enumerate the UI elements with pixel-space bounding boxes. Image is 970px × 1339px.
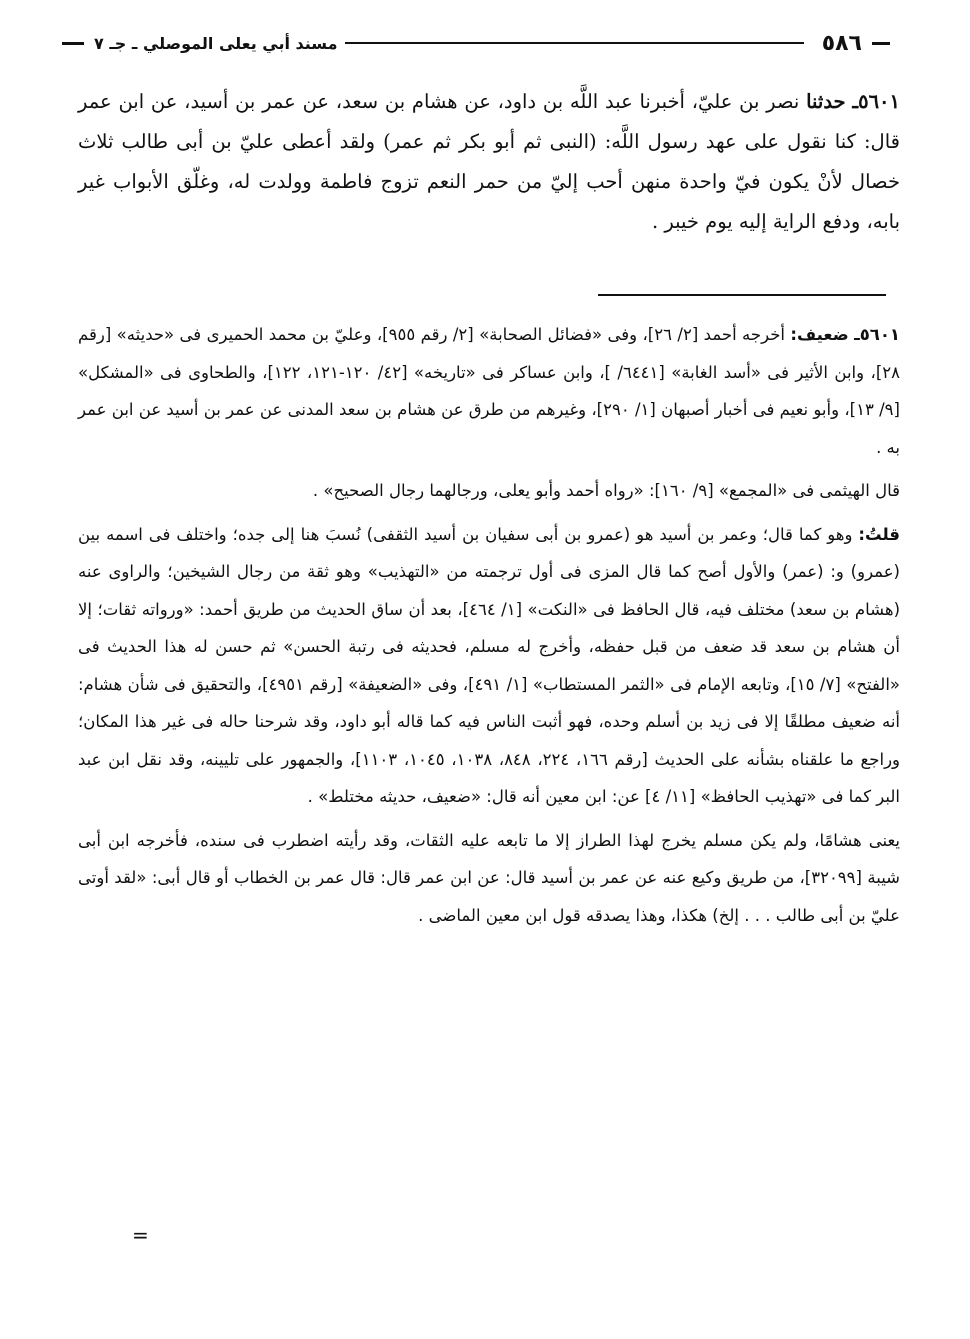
hadith-number: ٥٦٠١ـ xyxy=(852,90,901,113)
header-rule xyxy=(345,42,803,44)
footnote-para-3 xyxy=(78,516,900,816)
header-dash-left xyxy=(62,42,84,45)
footnote-text-1: أخرجه أحمد [٢/ ٢٦]، وفى «فضائل الصحابة» [٢/ رقم ٩٥٥]، وعليّ بن محمد الحميرى فى «حديثه» [رقم ٢٨]، وابن الأثير فى «أسد الغابة» [٦٤٤١/ ]، وابن عساكر فى «تاريخه» [٤٢/ ١٢٠-١٢١، ١٢٢]، والطحاوى فى «المشكل» [٩/ ١٣]، وأبو نعيم فى أخبار أصبهان [١/ ٢٩٠]، وغيرهم من طرق عن هشام بن سعد المدنى عن عمر بن أسيد عن ابن عمر به . xyxy=(78,325,900,457)
footnote-para-4 xyxy=(78,822,900,935)
continuation-mark: = xyxy=(132,1223,149,1247)
hadith-text xyxy=(78,82,900,242)
footnote-para-2 xyxy=(78,472,900,510)
footnotes xyxy=(78,316,900,940)
footnote-text-3: وهو كما قال؛ وعمر بن أسيد هو (عمرو بن أبى سفيان بن أسيد الثقفى) نُسبَ هنا إلى جده؛ واختلف فى اسمه بين (عمرو) و: (عمر) والأول أصح كما قال المزى فى أول ترجمته من «التهذيب» وهو ثقة من رجال الشيخين؛ والراوى عنه (هشام بن سعد) مختلف فيه، قال الحافظ فى «النكت» [١/ ٤٦٤]، بعد أن ساق الحديث من طريق أحمد: «ورواته ثقات؛ إلا أن هشام بن سعد قد ضعف من قبل حفظه، وأخرج له مسلم، فحديثه فى رتبة الحسن» ثم حسن له هذا الحديث فى «الفتح» [٧/ ١٥]، وتابعه الإمام فى «الثمر المستطاب» [١/ ٤٩١]، وفى «الضعيفة» [رقم ٤٩٥١]، والتحقيق فى شأن هشام: أنه ضعيف مطلقًا إلا فى زيد بن أسلم وحده، فهو أثبت الناس فيه كما قاله أبو داود، وقد شرحنا حاله فى غير هذا المكان؛ وراجع ما علقناه بشأنه على الحديث [رقم ١٦٦، ٢٢٤، ٨٤٨، ١٠٣٨، ١٠٤٥، ١١٠٣]، والجمهور على تليينه، وقد نقل ابن عبد البر كما فى «تهذيب الحافظ» [١١/ ٤] عن: ابن معين أنه قال: «ضعيف، حديثه مختلط» . xyxy=(78,524,901,806)
hadith-lead-word: حدثنا xyxy=(806,90,846,113)
footnote-number: ٥٦٠١ـ xyxy=(854,325,900,344)
footnote-text-2: قال الهيثمى فى «المجمع» [٩/ ١٦٠]: «رواه أحمد وأبو يعلى، ورجالهما رجال الصحيح» . xyxy=(312,481,900,500)
footnote-separator xyxy=(598,294,886,296)
footnote-text-4: يعنى هشامًا، ولم يكن مسلم يخرج لهذا الطراز إلا ما تابعه عليه الثقات، وقد رأيته اضطرب فى سنده، فأخرجه ابن أبى شيبة [٣٢٠٩٩]، من طريق وكيع عنه عن عمر بن أسيد قال: عن ابن عمر قال: قال عمر بن الخطاب أو قال أبى: «لقد أوتى عليّ بن أبى طالب . . . إلخ) هكذا، وهذا يصدقه قول ابن معين الماضى . xyxy=(78,830,900,925)
page-number: ٥٨٦ xyxy=(821,30,862,56)
header-dash-right xyxy=(872,42,890,45)
footnote-qultu-label: قلتُ: xyxy=(858,524,900,544)
footnote-para-1 xyxy=(78,316,900,466)
running-title: مسند أبي يعلى الموصلي ـ جـ ٧ xyxy=(94,33,338,53)
hadith-body: نصر بن عليّ، أخبرنا عبد اللَّه بن داود، عن هشام بن سعد، عن عمر بن أسيد، عن ابن عمر قال: كنا نقول على عهد رسول اللَّه: (النبى ثم أبو بكر ثم عمر) ولقد أعطى عليّ بن أبى طالب ثلاث خصال لأنْ يكون فيّ واحدة منهن أحب إليّ من حمر النعم تزوج فاطمة وولدت له، وغلّق الأبواب غير بابه، ودفع الراية إليه يوم خيبر . xyxy=(78,90,900,233)
running-header xyxy=(62,26,890,60)
footnote-grade: ضعيف: xyxy=(790,325,849,344)
